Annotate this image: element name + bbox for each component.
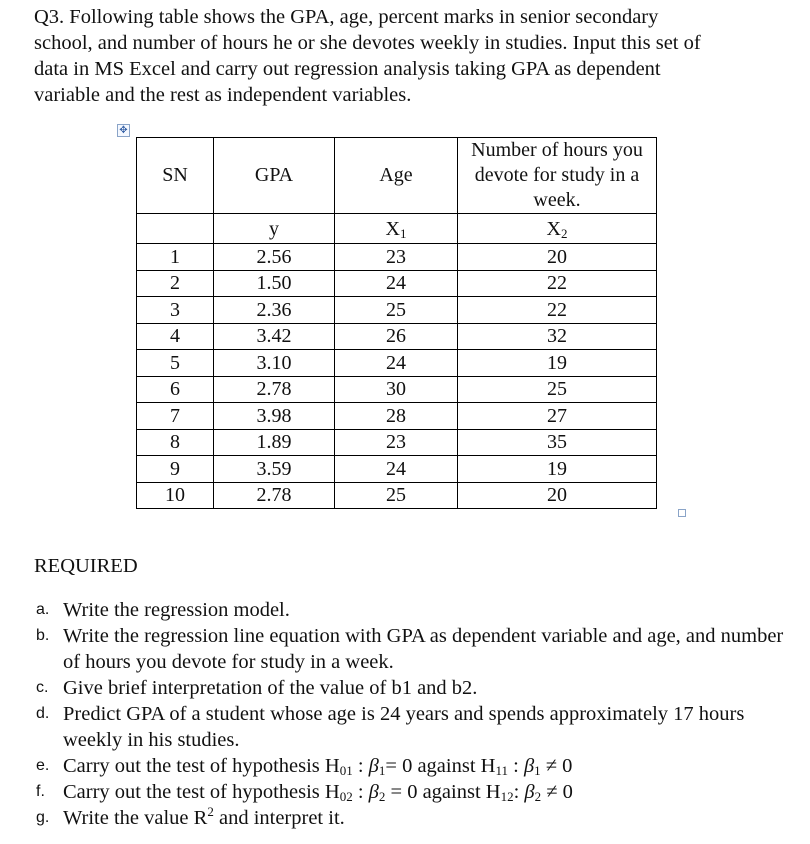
cell-hours: 20 [458,482,657,509]
data-table [136,137,657,509]
cell-gpa: 3.98 [214,403,335,430]
cell-hours: 25 [458,376,657,403]
cell-gpa: 2.56 [214,244,335,271]
cell-age: 25 [335,482,458,509]
header-hours [458,138,657,214]
header-gpa: GPA [214,138,335,214]
symbol-age-base: X [385,218,400,240]
table-header-row [137,138,657,214]
table-row [137,456,657,483]
item-text: Write the regression line equation with GPA as dependent variable and age, and number of hours you devote for study in a week. [63,625,784,673]
table-row [137,244,657,271]
cell-sn: 6 [137,376,214,403]
cell-sn: 10 [137,482,214,509]
item-text: Carry out the test of hypothesis $H_{01}$ : $\beta_1= 0$ against $H_{11}$ : $\beta_1 \ne 0$ [63,755,573,778]
list-item-d [34,701,804,753]
list-item-e [34,753,804,779]
cell-sn: 8 [137,429,214,456]
item-text: Write the value $R^2$ and interpret it. [63,804,345,829]
cell-age: 30 [335,376,458,403]
list-marker: c. [36,679,49,696]
table-row [137,270,657,297]
table-row [137,323,657,350]
table-row [137,297,657,324]
symbol-hours-sub: 2 [560,226,568,241]
cell-hours: 19 [458,350,657,377]
cell-age: 24 [335,456,458,483]
table-row [137,376,657,403]
symbol-hours-base: X [546,218,561,240]
cell-gpa: 3.10 [214,350,335,377]
cell-age: 23 [335,244,458,271]
list-marker: d. [36,705,50,722]
cell-hours: 19 [458,456,657,483]
table-move-handle-icon[interactable]: ✥ [117,124,130,137]
cell-sn: 2 [137,270,214,297]
cell-gpa: 2.78 [214,482,335,509]
question-line: data in MS Excel and carry out regression analysis taking GPA as dependent [34,58,661,80]
list-item-g [34,805,804,831]
required-list [34,597,804,831]
cell-gpa: 1.50 [214,270,335,297]
required-heading: REQUIRED [34,555,138,577]
item-text: Write the regression model. [63,599,290,621]
header-hours-line: devote for study in a [474,164,640,186]
header-hours-line: Number of hours you [471,139,643,161]
cell-hours: 32 [458,323,657,350]
question-line: variable and the rest as independent variables. [34,84,412,106]
table-resize-handle[interactable] [678,509,686,517]
cell-gpa: 3.59 [214,456,335,483]
cell-gpa: 2.78 [214,376,335,403]
symbol-sn [137,214,214,244]
question-line: school, and number of hours he or she devotes weekly in studies. Input this set of [34,32,701,54]
symbol-age [335,214,458,244]
cell-hours: 22 [458,270,657,297]
table-symbol-row [137,214,657,244]
cell-sn: 3 [137,297,214,324]
cell-hours: 27 [458,403,657,430]
cell-gpa: 3.42 [214,323,335,350]
list-marker: e. [36,757,50,774]
cell-sn: 7 [137,403,214,430]
table-row [137,482,657,509]
cell-sn: 1 [137,244,214,271]
cell-sn: 4 [137,323,214,350]
item-text: Give brief interpretation of the value of b1 and b2. [63,677,478,699]
list-item-f [34,779,804,805]
cell-age: 23 [335,429,458,456]
cell-sn: 5 [137,350,214,377]
list-item-c [34,675,804,701]
table-row [137,429,657,456]
table-row [137,350,657,377]
cell-age: 26 [335,323,458,350]
list-marker: a. [36,601,50,618]
question-line: Q3. Following table shows the GPA, age, percent marks in senior secondary [34,6,659,28]
header-sn: SN [137,138,214,214]
symbol-hours [458,214,657,244]
list-marker: f. [36,783,45,800]
item-text: Carry out the test of hypothesis $H_{02}$ : $\beta_2 = 0$ against $H_{12}$: $\beta_2 \ne 0$ [63,781,573,804]
item-text: Predict GPA of a student whose age is 24 years and spends approximately 17 hours weekly in his studies. [63,703,745,751]
list-item-a [34,597,804,623]
cell-sn: 9 [137,456,214,483]
cell-age: 25 [335,297,458,324]
cell-hours: 35 [458,429,657,456]
header-hours-line: week. [533,189,581,211]
list-item-b [34,623,804,675]
question-text [34,4,794,108]
cell-age: 28 [335,403,458,430]
symbol-age-sub: 1 [399,226,407,241]
table-row [137,403,657,430]
header-age: Age [335,138,458,214]
cell-age: 24 [335,270,458,297]
list-marker: g. [36,809,50,826]
symbol-gpa: y [214,214,335,244]
cell-gpa: 1.89 [214,429,335,456]
cell-gpa: 2.36 [214,297,335,324]
cell-hours: 22 [458,297,657,324]
cell-hours: 20 [458,244,657,271]
cell-age: 24 [335,350,458,377]
list-marker: b. [36,627,50,644]
